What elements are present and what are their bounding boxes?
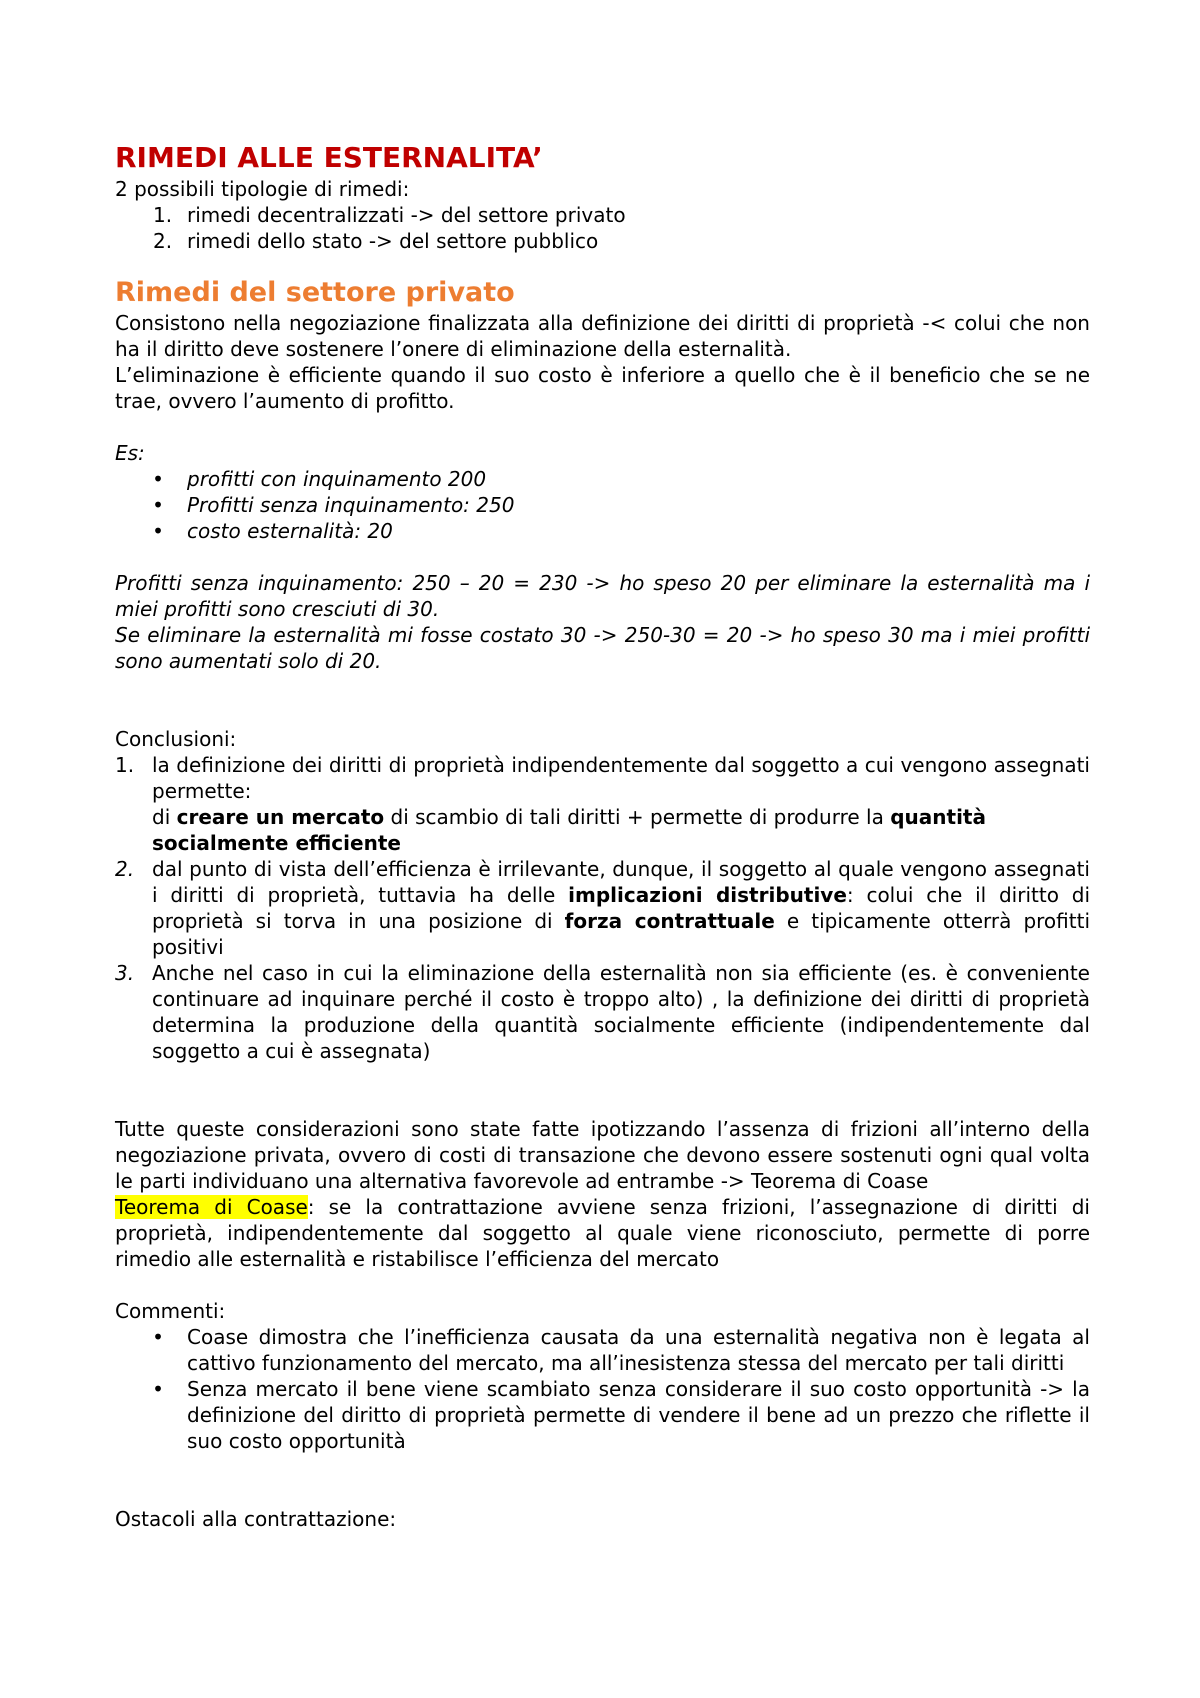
section-heading-private: Rimedi del settore privato bbox=[115, 277, 515, 308]
list-number: 2. bbox=[115, 857, 135, 881]
list-text: Anche nel caso in cui la eliminazione della esternalità non sia efficiente (es. è conveniente continuare ad inquinare perché il costo è troppo alto) , la definizione dei diritti di proprietà determina la produzione della quantità socialmente efficiente (indipendentemente dal soggetto a cui è assegnata) bbox=[152, 961, 1090, 1063]
list-text: la definizione dei diritti di proprietà indipendentemente dal soggetto a cui vengono assegnati permette: bbox=[152, 753, 1090, 803]
intro-list bbox=[115, 202, 1090, 254]
list-text: Profitti senza inquinamento: 250 bbox=[187, 493, 515, 517]
list-number: 1. bbox=[153, 203, 173, 227]
list-item bbox=[115, 752, 1090, 856]
text-run: e tipicamente otterrà profitti positivi bbox=[152, 909, 1091, 959]
list-text: profitti con inquinamento 200 bbox=[187, 467, 487, 491]
theorem-paragraph bbox=[115, 1194, 1090, 1272]
list-item bbox=[115, 856, 1090, 960]
bold-text: quantità socialmente efficiente bbox=[152, 805, 986, 855]
list-item bbox=[115, 518, 1090, 544]
bullet-icon: • bbox=[152, 519, 164, 543]
list-item bbox=[115, 466, 1090, 492]
conclusions-label: Conclusioni: bbox=[115, 727, 237, 751]
list-number: 1. bbox=[115, 753, 135, 777]
paragraph: Consistono nella negoziazione finalizzata alla definizione dei diritti di proprietà -< colui che non ha il diritto deve sostenere l’onere di eliminazione della esternalità. bbox=[115, 311, 1090, 361]
text-run: dal punto di vista dell’efficienza è irrilevante, dunque, il soggetto al quale vengono assegnati i diritti di proprietà, tuttavia ha delle bbox=[152, 857, 1090, 907]
list-number: 2. bbox=[153, 229, 173, 253]
document-title: RIMEDI ALLE ESTERNALITA’ bbox=[115, 141, 543, 174]
bullet-icon: • bbox=[152, 467, 164, 491]
highlighted-text: Teorema di Coase bbox=[115, 1195, 308, 1219]
list-item bbox=[115, 202, 1090, 228]
list-number: 3. bbox=[115, 961, 135, 985]
text-run: di scambio di tali diritti + permette di produrre la bbox=[384, 805, 891, 829]
intro-lead: 2 possibili tipologie di rimedi: bbox=[115, 177, 410, 201]
example-calculation: Profitti senza inquinamento: 250 – 20 = 230 -> ho speso 20 per eliminare la esternalità ma i miei profitti sono cresciuti di 30. bbox=[115, 571, 1090, 621]
bold-text: creare un mercato bbox=[176, 805, 385, 829]
list-item bbox=[115, 492, 1090, 518]
list-text: costo esternalità: 20 bbox=[187, 519, 393, 543]
list-text bbox=[152, 804, 1090, 856]
list-item bbox=[115, 1376, 1090, 1454]
conclusions-list bbox=[115, 752, 1090, 1064]
bullet-icon: • bbox=[152, 493, 164, 517]
list-text bbox=[152, 856, 1090, 960]
text-run: : se la contrattazione avviene senza frizioni, l’assegnazione di diritti di proprietà, indipendentemente dal soggetto al quale viene riconosciuto, permette di porre rimedio alle esternalità e ristabilisce l’efficienza del mercato bbox=[115, 1195, 1090, 1271]
list-text: rimedi dello stato -> del settore pubblico bbox=[187, 229, 599, 253]
paragraph: Tutte queste considerazioni sono state fatte ipotizzando l’assenza di frizioni all’interno della negoziazione privata, ovvero di costi di transazione che devono essere sostenuti ogni qual volta le parti individuano una alternativa favorevole ad entrambe -> Teorema di Coase bbox=[115, 1117, 1090, 1193]
paragraph: L’eliminazione è efficiente quando il suo costo è inferiore a quello che è il beneficio che se ne trae, ovvero l’aumento di profitto. bbox=[115, 363, 1090, 413]
comments-label: Commenti: bbox=[115, 1299, 226, 1323]
obstacles-label: Ostacoli alla contrattazione: bbox=[115, 1507, 397, 1531]
bullet-icon: • bbox=[152, 1377, 164, 1401]
bold-text: implicazioni distributive bbox=[568, 883, 847, 907]
example-calculation: Se eliminare la esternalità mi fosse costato 30 -> 250-30 = 20 -> ho speso 30 ma i miei profitti sono aumentati solo di 20. bbox=[115, 623, 1090, 673]
list-text: Senza mercato il bene viene scambiato senza considerare il suo costo opportunità -> la definizione del diritto di proprietà permette di vendere il bene ad un prezzo che riflette il suo costo opportunità bbox=[187, 1377, 1090, 1453]
example-list bbox=[115, 466, 1090, 544]
text-run: di bbox=[152, 805, 177, 829]
bullet-icon: • bbox=[152, 1325, 164, 1349]
document-page bbox=[115, 140, 1090, 1532]
bold-text: forza contrattuale bbox=[564, 909, 775, 933]
list-text: rimedi decentralizzati -> del settore privato bbox=[187, 203, 626, 227]
example-label: Es: bbox=[115, 441, 145, 465]
list-item bbox=[115, 228, 1090, 254]
list-item bbox=[115, 960, 1090, 1064]
list-text: Coase dimostra che l’inefficienza causata da una esternalità negativa non è legata al cattivo funzionamento del mercato, ma all’inesistenza stessa del mercato per tali diritti bbox=[187, 1325, 1090, 1375]
comments-list bbox=[115, 1324, 1090, 1454]
text-run: : colui che il diritto di proprietà si torva in una posizione di bbox=[152, 883, 1090, 933]
list-item bbox=[115, 1324, 1090, 1376]
